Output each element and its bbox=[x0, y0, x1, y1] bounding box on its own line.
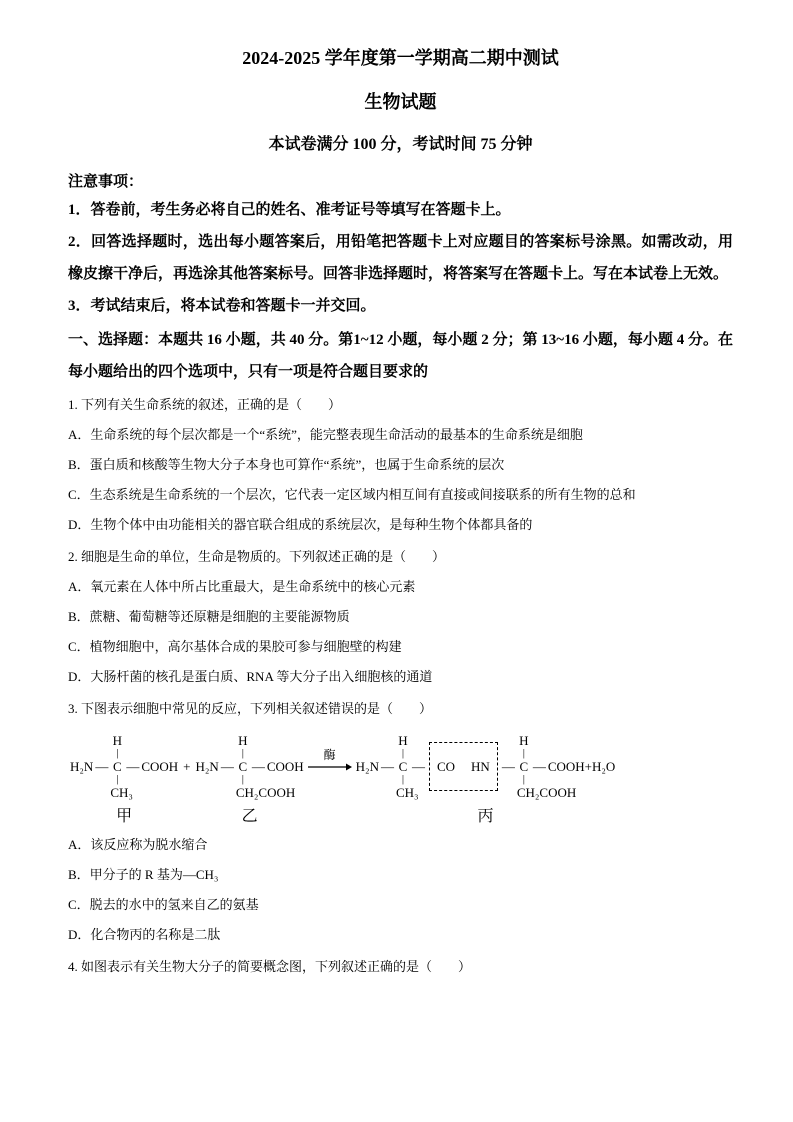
bond: | bbox=[241, 747, 244, 759]
r-group bbox=[516, 785, 577, 800]
carbon-core bbox=[235, 733, 296, 800]
bond: — bbox=[251, 758, 265, 774]
reaction-arrow bbox=[308, 749, 352, 772]
r-group bbox=[395, 785, 419, 800]
exam-title: 2024-2025 学年度第一学期高二期中测试 bbox=[242, 48, 559, 68]
bond: | bbox=[401, 773, 405, 785]
bond: | bbox=[116, 773, 119, 785]
question-3-stem: 3. 下图表示细胞中常见的反应，下列相关叙述错误的是（ ） bbox=[68, 701, 433, 716]
carbon-atom: C bbox=[398, 759, 408, 774]
carbon-atom: C bbox=[519, 759, 529, 774]
bond: — bbox=[501, 758, 515, 774]
notices-heading: 注意事项： bbox=[68, 174, 144, 190]
r-group-text: CH₃ bbox=[110, 785, 133, 800]
molecule-yi-formula bbox=[196, 734, 304, 799]
r-group-text: CH₂COOH bbox=[516, 785, 577, 800]
bond: — bbox=[411, 758, 425, 774]
question-1-option-c: C．生态系统是生命系统的一个层次，它代表一定区域内相互间有直接或间接联系的所有生物的总和 bbox=[68, 487, 636, 502]
bond: — bbox=[95, 758, 109, 774]
bond: | bbox=[522, 747, 525, 759]
bond: — bbox=[532, 758, 546, 774]
exam-info: 本试卷满分 100 分，考试时间 75 分钟 bbox=[268, 136, 533, 153]
carbon-core bbox=[395, 733, 419, 800]
molecule-bing-formula bbox=[356, 734, 616, 799]
question-1-option-d: D．生物个体中由功能相关的器官联合组成的系统层次，是每种生物个体都具备的 bbox=[68, 517, 533, 532]
bond: | bbox=[241, 773, 244, 785]
h-atom: H bbox=[112, 733, 122, 748]
question-3-option-d: D．化合物丙的名称是二肽 bbox=[68, 927, 221, 942]
notice-item-1: 1．答卷前，考生务必将自己的姓名、准考证号等填写在答题卡上。 bbox=[68, 202, 511, 218]
question-1-option-a: A．生命系统的每个层次都是一个“系统”，能完整表现生命活动的最基本的生命系统是细胞 bbox=[68, 427, 583, 442]
carbon-atom: C bbox=[238, 759, 248, 774]
right-arrow-icon bbox=[308, 762, 352, 772]
plus-sign: + bbox=[183, 759, 191, 774]
molecule-jia bbox=[70, 734, 178, 826]
q3-reaction-diagram bbox=[70, 734, 733, 826]
carboxyl-water-group: COOH+H₂O bbox=[547, 758, 616, 774]
bond: | bbox=[116, 747, 119, 759]
question-2-stem: 2. 细胞是生命的单位，生命是物质的。下列叙述正确的是（ ） bbox=[68, 549, 446, 564]
bond: — bbox=[126, 758, 140, 774]
molecule-label-yi: 乙 bbox=[241, 808, 258, 825]
notice-item-3: 3．考试结束后，将本试卷和答题卡一并交回。 bbox=[68, 298, 376, 314]
molecule-jia-formula bbox=[70, 734, 178, 799]
r-group-text: CH₃ bbox=[395, 785, 419, 800]
question-3-option-b: B．甲分子的 R 基为—CH₃ bbox=[68, 867, 219, 882]
h-atom: H bbox=[519, 733, 529, 748]
peptide-hn: HN bbox=[471, 759, 490, 774]
carbon-core bbox=[110, 733, 133, 800]
notice-item-2: 2．回答选择题时，选出每小题答案后，用铅笔把答题卡上对应题目的答案标号涂黑。如需改动，用橡皮擦干净后，再选涂其他答案标号。回答非选择题时，将答案写在答题卡上。写在本试卷上无效。 bbox=[68, 234, 733, 282]
exam-subtitle: 生物试题 bbox=[364, 92, 437, 112]
h-atom: H bbox=[398, 733, 408, 748]
molecule-label-jia: 甲 bbox=[116, 808, 133, 825]
molecule-yi bbox=[196, 734, 304, 826]
amine-group: H₂N bbox=[355, 758, 379, 774]
enzyme-label: 酶 bbox=[323, 748, 336, 762]
bond: | bbox=[401, 747, 405, 759]
molecule-label-bing: 丙 bbox=[477, 808, 494, 825]
bond: | bbox=[522, 773, 525, 785]
bond: — bbox=[380, 758, 394, 774]
carbon-core bbox=[516, 733, 577, 800]
amine-group: H₂N bbox=[70, 758, 94, 774]
question-3-option-c: C．脱去的水中的氢来自乙的氨基 bbox=[68, 897, 259, 912]
h-atom: H bbox=[238, 733, 248, 748]
r-group-text: CH₂COOH bbox=[235, 785, 296, 800]
peptide-bond-box bbox=[429, 742, 498, 791]
question-1-option-b: B．蛋白质和核酸等生物大分子本身也可算作“系统”，也属于生命系统的层次 bbox=[68, 457, 505, 472]
peptide-co: CO bbox=[436, 759, 456, 774]
carboxyl-group: COOH bbox=[266, 758, 304, 774]
r-group bbox=[235, 785, 296, 800]
r-group bbox=[110, 785, 133, 800]
question-1-stem: 1. 下列有关生命系统的叙述，正确的是（ ） bbox=[68, 397, 342, 412]
section-heading: 一、选择题：本题共 16 小题，共 40 分。第1~12 小题，每小题 2 分；第 13~16 小题，每小题 4 分。在每小题给出的四个选项中，只有一项是符合题目要求的 bbox=[68, 332, 733, 380]
question-2-option-b: B．蔗糖、葡萄糖等还原糖是细胞的主要能源物质 bbox=[68, 609, 350, 624]
amine-group: H₂N bbox=[195, 758, 219, 774]
question-3-option-a: A．该反应称为脱水缩合 bbox=[68, 837, 208, 852]
question-2-option-c: C．植物细胞中，高尔基体合成的果胶可参与细胞壁的构建 bbox=[68, 639, 402, 654]
carbon-atom: C bbox=[112, 759, 122, 774]
bond: — bbox=[220, 758, 234, 774]
molecule-bing bbox=[356, 734, 616, 826]
question-2-option-d: D．大肠杆菌的核孔是蛋白质、RNA 等大分子出入细胞核的通道 bbox=[68, 669, 433, 684]
question-2-option-a: A．氧元素在人体中所占比重最大，是生命系统中的核心元素 bbox=[68, 579, 416, 594]
question-4-stem: 4. 如图表示有关生物大分子的简要概念图，下列叙述正确的是（ ） bbox=[68, 959, 472, 974]
carboxyl-group: COOH bbox=[141, 758, 179, 774]
